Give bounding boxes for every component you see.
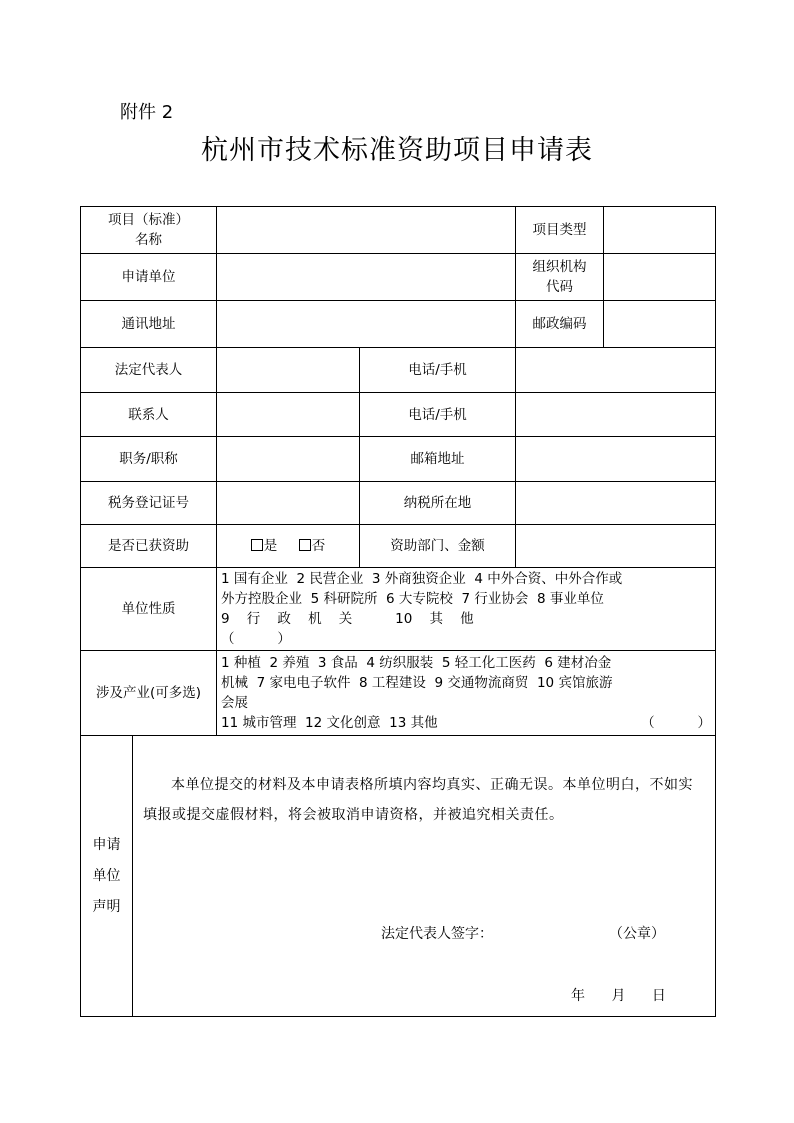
attachment-label: 附件 2 <box>120 102 174 123</box>
seal-label: （公章） <box>609 926 665 942</box>
tax-reg-field[interactable] <box>217 482 360 525</box>
tax-reg-label: 税务登记证号 <box>81 482 217 525</box>
yes-checkbox[interactable] <box>251 539 263 551</box>
date-month: 月 <box>611 988 626 1004</box>
tax-location-field[interactable] <box>516 482 716 525</box>
declaration-side-label: 申请 单位 声明 <box>81 736 133 1017</box>
email-field[interactable] <box>516 437 716 482</box>
phone-field-2[interactable] <box>516 393 716 437</box>
postcode-label: 邮政编码 <box>516 301 604 348</box>
postcode-field[interactable] <box>604 301 716 348</box>
signature-label: 法定代表人签字： <box>381 926 493 942</box>
application-form-table <box>80 206 716 1017</box>
funding-dept-label: 资助部门、金额 <box>360 525 516 568</box>
tax-location-label: 纳税所在地 <box>360 482 516 525</box>
funded-options <box>217 525 360 568</box>
industry-options[interactable]: 1 种植 2 养殖 3 食品 4 纺织服装 5 轻工化工医药 6 建材冶金 机械 7 家电电子软件 8 工程建设 9 交通物流商贸 10 宾馆旅游 会展 11 城市管理 12 文化创意 13 其他 （ ） <box>217 651 716 736</box>
no-label: 否 <box>311 538 326 554</box>
industry-label: 涉及产业(可多选) <box>81 651 217 736</box>
address-field[interactable] <box>217 301 516 348</box>
project-name-field[interactable] <box>217 207 516 254</box>
date-day: 日 <box>651 988 666 1004</box>
project-name-label: 项目（标准） 名称 <box>81 207 217 254</box>
funding-dept-field[interactable] <box>516 525 716 568</box>
phone-label-2: 电话/手机 <box>360 393 516 437</box>
legal-rep-field[interactable] <box>217 348 360 393</box>
org-code-field[interactable] <box>604 254 716 301</box>
phone-label-1: 电话/手机 <box>360 348 516 393</box>
project-type-field[interactable] <box>604 207 716 254</box>
contact-field[interactable] <box>217 393 360 437</box>
date-year: 年 <box>571 988 585 1004</box>
legal-rep-label: 法定代表人 <box>81 348 217 393</box>
declaration-text: 本单位提交的材料及本申请表格所填内容均真实、正确无误。本单位明白，不如实填报或提交虚假材料，将会被取消申请资格，并被追究相关责任。 <box>143 777 693 823</box>
email-label: 邮箱地址 <box>360 437 516 482</box>
project-type-label: 项目类型 <box>516 207 604 254</box>
org-code-label: 组织机构 代码 <box>516 254 604 301</box>
address-label: 通讯地址 <box>81 301 217 348</box>
phone-field-1[interactable] <box>516 348 716 393</box>
date-line <box>571 986 688 1006</box>
unit-nature-label: 单位性质 <box>81 568 217 651</box>
form-title: 杭州市技术标准资助项目申请表 <box>201 135 593 166</box>
job-title-label: 职务/职称 <box>81 437 217 482</box>
declaration-cell <box>133 736 716 1017</box>
no-checkbox[interactable] <box>299 539 311 551</box>
job-title-field[interactable] <box>217 437 360 482</box>
contact-label: 联系人 <box>81 393 217 437</box>
funded-label: 是否已获资助 <box>81 525 217 568</box>
yes-label: 是 <box>263 538 278 554</box>
applicant-label: 申请单位 <box>81 254 217 301</box>
applicant-field[interactable] <box>217 254 516 301</box>
unit-nature-options[interactable]: 1 国有企业 2 民营企业 3 外商独资企业 4 中外合资、中外合作或 外方控股企业 5 科研院所 6 大专院校 7 行业协会 8 事业单位 9 行 政 机 关 10 其 他 （ ） <box>217 568 716 651</box>
